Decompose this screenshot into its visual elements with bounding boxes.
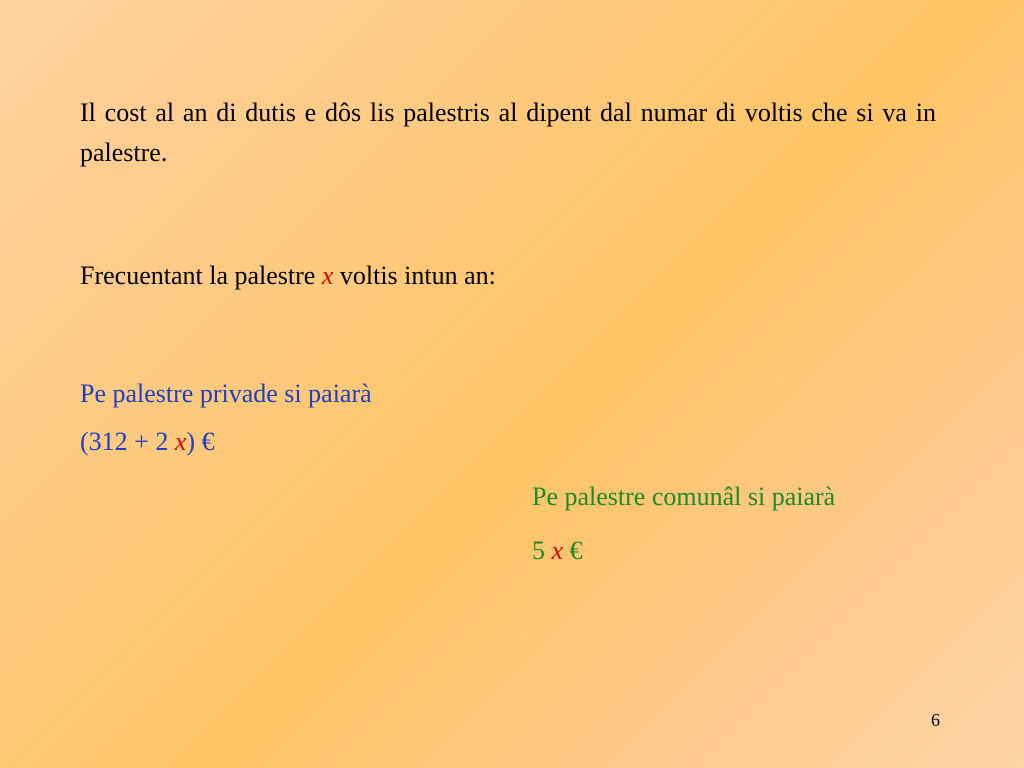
- frequency-line: [80, 256, 936, 296]
- public-formula-prefix: 5: [532, 536, 552, 565]
- page-number: 6: [931, 710, 940, 730]
- public-gym-block: [532, 480, 952, 568]
- intro-paragraph: Il cost al an di dutis e dôs lis palestris al dipent dal numar di voltis che si va in palestre.: [80, 98, 936, 167]
- private-gym-formula: [80, 425, 460, 459]
- frequency-suffix: voltis intun an:: [333, 261, 496, 290]
- private-gym-block: [80, 377, 460, 459]
- private-formula-variable: x: [174, 427, 187, 456]
- public-gym-formula: [532, 534, 952, 568]
- public-gym-label: Pe palestre comunâl si paiarà: [532, 482, 836, 511]
- public-formula-variable: x: [551, 536, 564, 565]
- private-formula-prefix: (312 + 2: [80, 427, 175, 456]
- public-formula-suffix: €: [563, 536, 583, 565]
- frequency-prefix: Frecuentant la palestre: [80, 261, 322, 290]
- frequency-variable: x: [321, 261, 334, 290]
- private-formula-suffix: ) €: [186, 427, 215, 456]
- private-gym-label: Pe palestre privade si paiarà: [80, 379, 372, 408]
